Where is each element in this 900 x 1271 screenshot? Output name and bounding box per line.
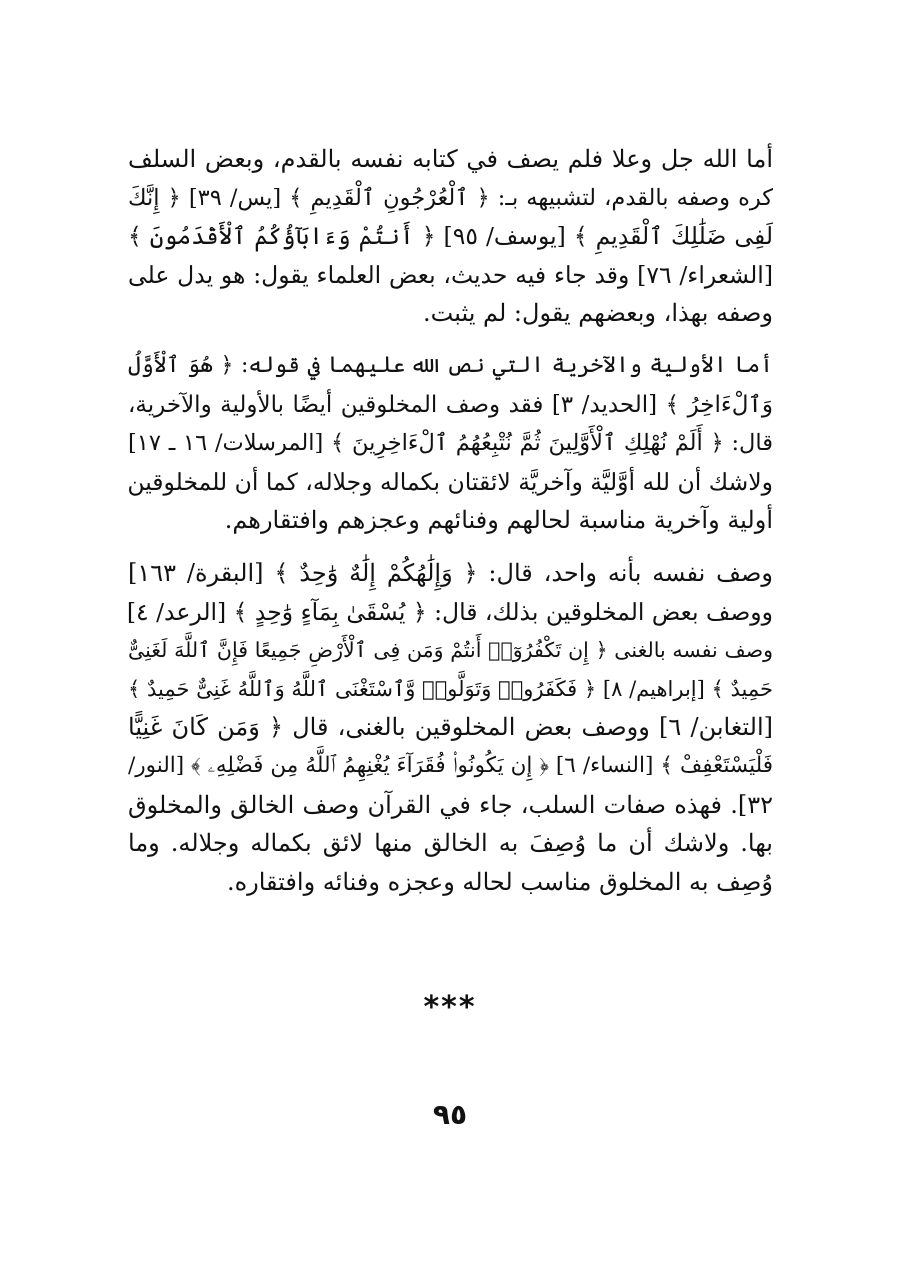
- page-number: ٩٥: [432, 1098, 468, 1131]
- text-line: أما الأولية والآخرية التي نص الله عليهما في قوله: ﴿ هُوَ ٱلْأَوَّلُ: [128, 352, 773, 378]
- text-line: فَلْيَسْتَعْفِفْ ﴾ [النساء/ ٦] ﴿ إِن يَكُونُوا۟ فُقَرَآءَ يُغْنِهِمُ ٱللَّهُ مِن فَضْلِهِۦ ﴾ [النور/: [128, 752, 773, 778]
- text-line: أما الله جل وعلا فلم يصف في كتابه نفسه بالقدم، وبعض السلف: [128, 145, 773, 173]
- paragraph-awwaliyya: [128, 347, 773, 540]
- paragraph-qidam: [128, 140, 773, 333]
- text-line: بها. ولاشك أن ما وُصِفَ به الخالق منها لائق بكماله وجلاله. وما: [128, 829, 773, 858]
- paragraph-wahid-ghina: [128, 554, 773, 901]
- text-line: [الشعراء/ ٧٦] وقد جاء فيه حديث، بعض العلماء يقول: هو يدل على: [128, 260, 773, 289]
- text-line: قال: ﴿ أَلَمْ نُهْلِكِ ٱلْأَوَّلِينَ ثُمَّ نُتْبِعُهُمُ ٱلْءَاخِرِينَ ﴾ [المرسلات/ ١٦ ـ ١٧]: [128, 430, 773, 457]
- text-line: كره وصفه بالقدم، لتشبيهه بـ: ﴿ ٱلْعُرْجُونِ ٱلْقَدِيمِ ﴾ [يس/ ٣٩] ﴿ إِنَّكَ: [128, 184, 773, 211]
- text-line: وصفه بهذا، وبعضهم يقول: لم يثبت.: [423, 299, 773, 328]
- text-line: [التغابن/ ٦] ووصف بعض المخلوقين بالغنى، قال ﴿ وَمَن كَانَ غَنِيًّا: [128, 713, 773, 742]
- text-line: وصف نفسه بأنه واحد، قال: ﴿ وَإِلَٰهُكُمْ إِلَٰهٌ وَٰحِدٌ ﴾ [البقرة/ ١٦٣]: [128, 558, 773, 587]
- text-line: ولاشك أن لله أوَّليَّة وآخريَّة لائقتان بكماله وجلاله، كما أن للمخلوقين: [127, 467, 773, 496]
- text-line: ووصف بعض المخلوقين بذلك، قال: ﴿ يُسْقَىٰ بِمَآءٍ وَٰحِدٍ ﴾ [الرعد/ ٤]: [126, 597, 773, 626]
- text-line: ٣٢]. فهذه صفات السلب، جاء في القرآن وصف الخالق والمخلوق: [128, 790, 773, 819]
- text-line: لَفِى ضَلَٰلِكَ ٱلْقَدِيمِ ﴾ [يوسف/ ٩٥] ﴿ أَنتُمْ وَءَابَآؤُكُمُ ٱلْأَقْدَمُونَ ﴾: [128, 222, 773, 251]
- text-line: حَمِيدٌ ﴾ [إبراهيم/ ٨] ﴿ فَكَفَرُوا۟ وَتَوَلَّوا۟ وَّٱسْتَغْنَى ٱللَّهُ وَٱللَّهُ غَنِىٌّ حَمِيدٌ ﴾: [128, 676, 773, 701]
- body-text: [128, 140, 773, 915]
- text-line: وصف نفسه بالغنى ﴿ إِن تَكْفُرُوٓا۟ أَنتُمْ وَمَن فِى ٱلْأَرْضِ جَمِيعًا فَإِنَّ ٱللَّهَ لَغَنِىٌّ: [128, 638, 773, 663]
- text-line: وَٱلْءَاخِرُ ﴾ [الحديد/ ٣] فقد وصف المخلوقين أيضًا بالأولية والآخرية،: [128, 391, 773, 418]
- text-line: وُصِف به المخلوق مناسب لحاله وعجزه وفنائه وافتقاره.: [226, 867, 773, 896]
- section-separator: ***: [423, 990, 477, 1025]
- text-line: أولية وآخرية مناسبة لحالهم وفنائهم وعجزهم وافتقارهم.: [224, 506, 773, 535]
